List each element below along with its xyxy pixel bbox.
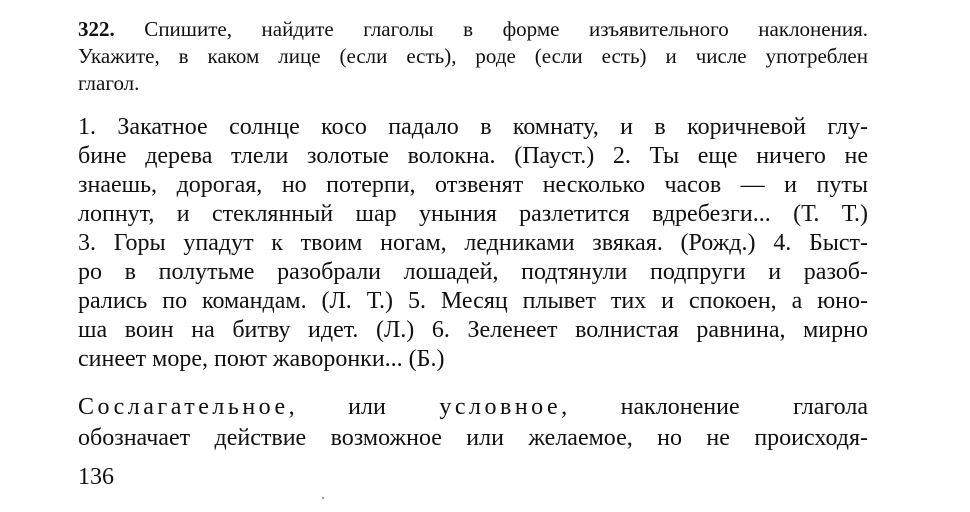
exercise-task	[78, 16, 868, 97]
sentence-line: ша воин на битву идет. (Л.) 6. Зеленеет волнистая равнина, мирно	[78, 317, 868, 343]
rule-connector: , или	[288, 394, 440, 420]
sentence-line: рались по командам. (Л. Т.) 5. Месяц плывет тих и спокоен, а юно-	[78, 288, 868, 314]
sentence-line: синеет море, поют жаворонки... (Б.)	[78, 346, 445, 372]
task-line: глагол.	[78, 71, 140, 95]
exercise-sentences	[78, 113, 868, 374]
grammar-rule	[78, 392, 868, 454]
exercise-number: 322.	[78, 17, 115, 41]
rule-term: Сослагательное	[78, 394, 289, 420]
rule-line: обозначает действие возможное или желаемое, но не происходя-	[78, 425, 868, 451]
task-text: Спишите, найдите глаголы в форме изъявительного наклонения.	[114, 17, 868, 41]
sentence-line: лопнут, и стеклянный шар уныния разлетится вдребезги... (Т. Т.)	[78, 201, 868, 227]
rule-text: , наклонение глагола	[561, 394, 868, 420]
sentence-line: бине дерева тлели золотые волокна. (Пауст.) 2. Ты еще ничего не	[78, 143, 868, 169]
sentence-line: 3. Горы упадут к твоим ногам, ледниками звякая. (Рожд.) 4. Быст-	[78, 230, 868, 256]
sentence-line: знаешь, дорогая, но потерпи, отзвенят несколько часов — и путы	[78, 172, 868, 198]
sentence-line: 1. Закатное солнце косо падало в комнату, и в коричневой глу-	[78, 114, 868, 140]
task-line	[78, 16, 868, 43]
task-line: Укажите, в каком лице (если есть), роде (если есть) и числе употреблен	[78, 44, 868, 68]
rule-term: условное	[439, 394, 562, 420]
scan-speck	[322, 497, 324, 499]
sentence-line: ро в полутьме разобрали лошадей, подтянули подпруги и разоб-	[78, 259, 868, 285]
task-instruction	[78, 16, 868, 97]
page-number: 136	[78, 464, 114, 490]
rule-line	[78, 392, 868, 423]
